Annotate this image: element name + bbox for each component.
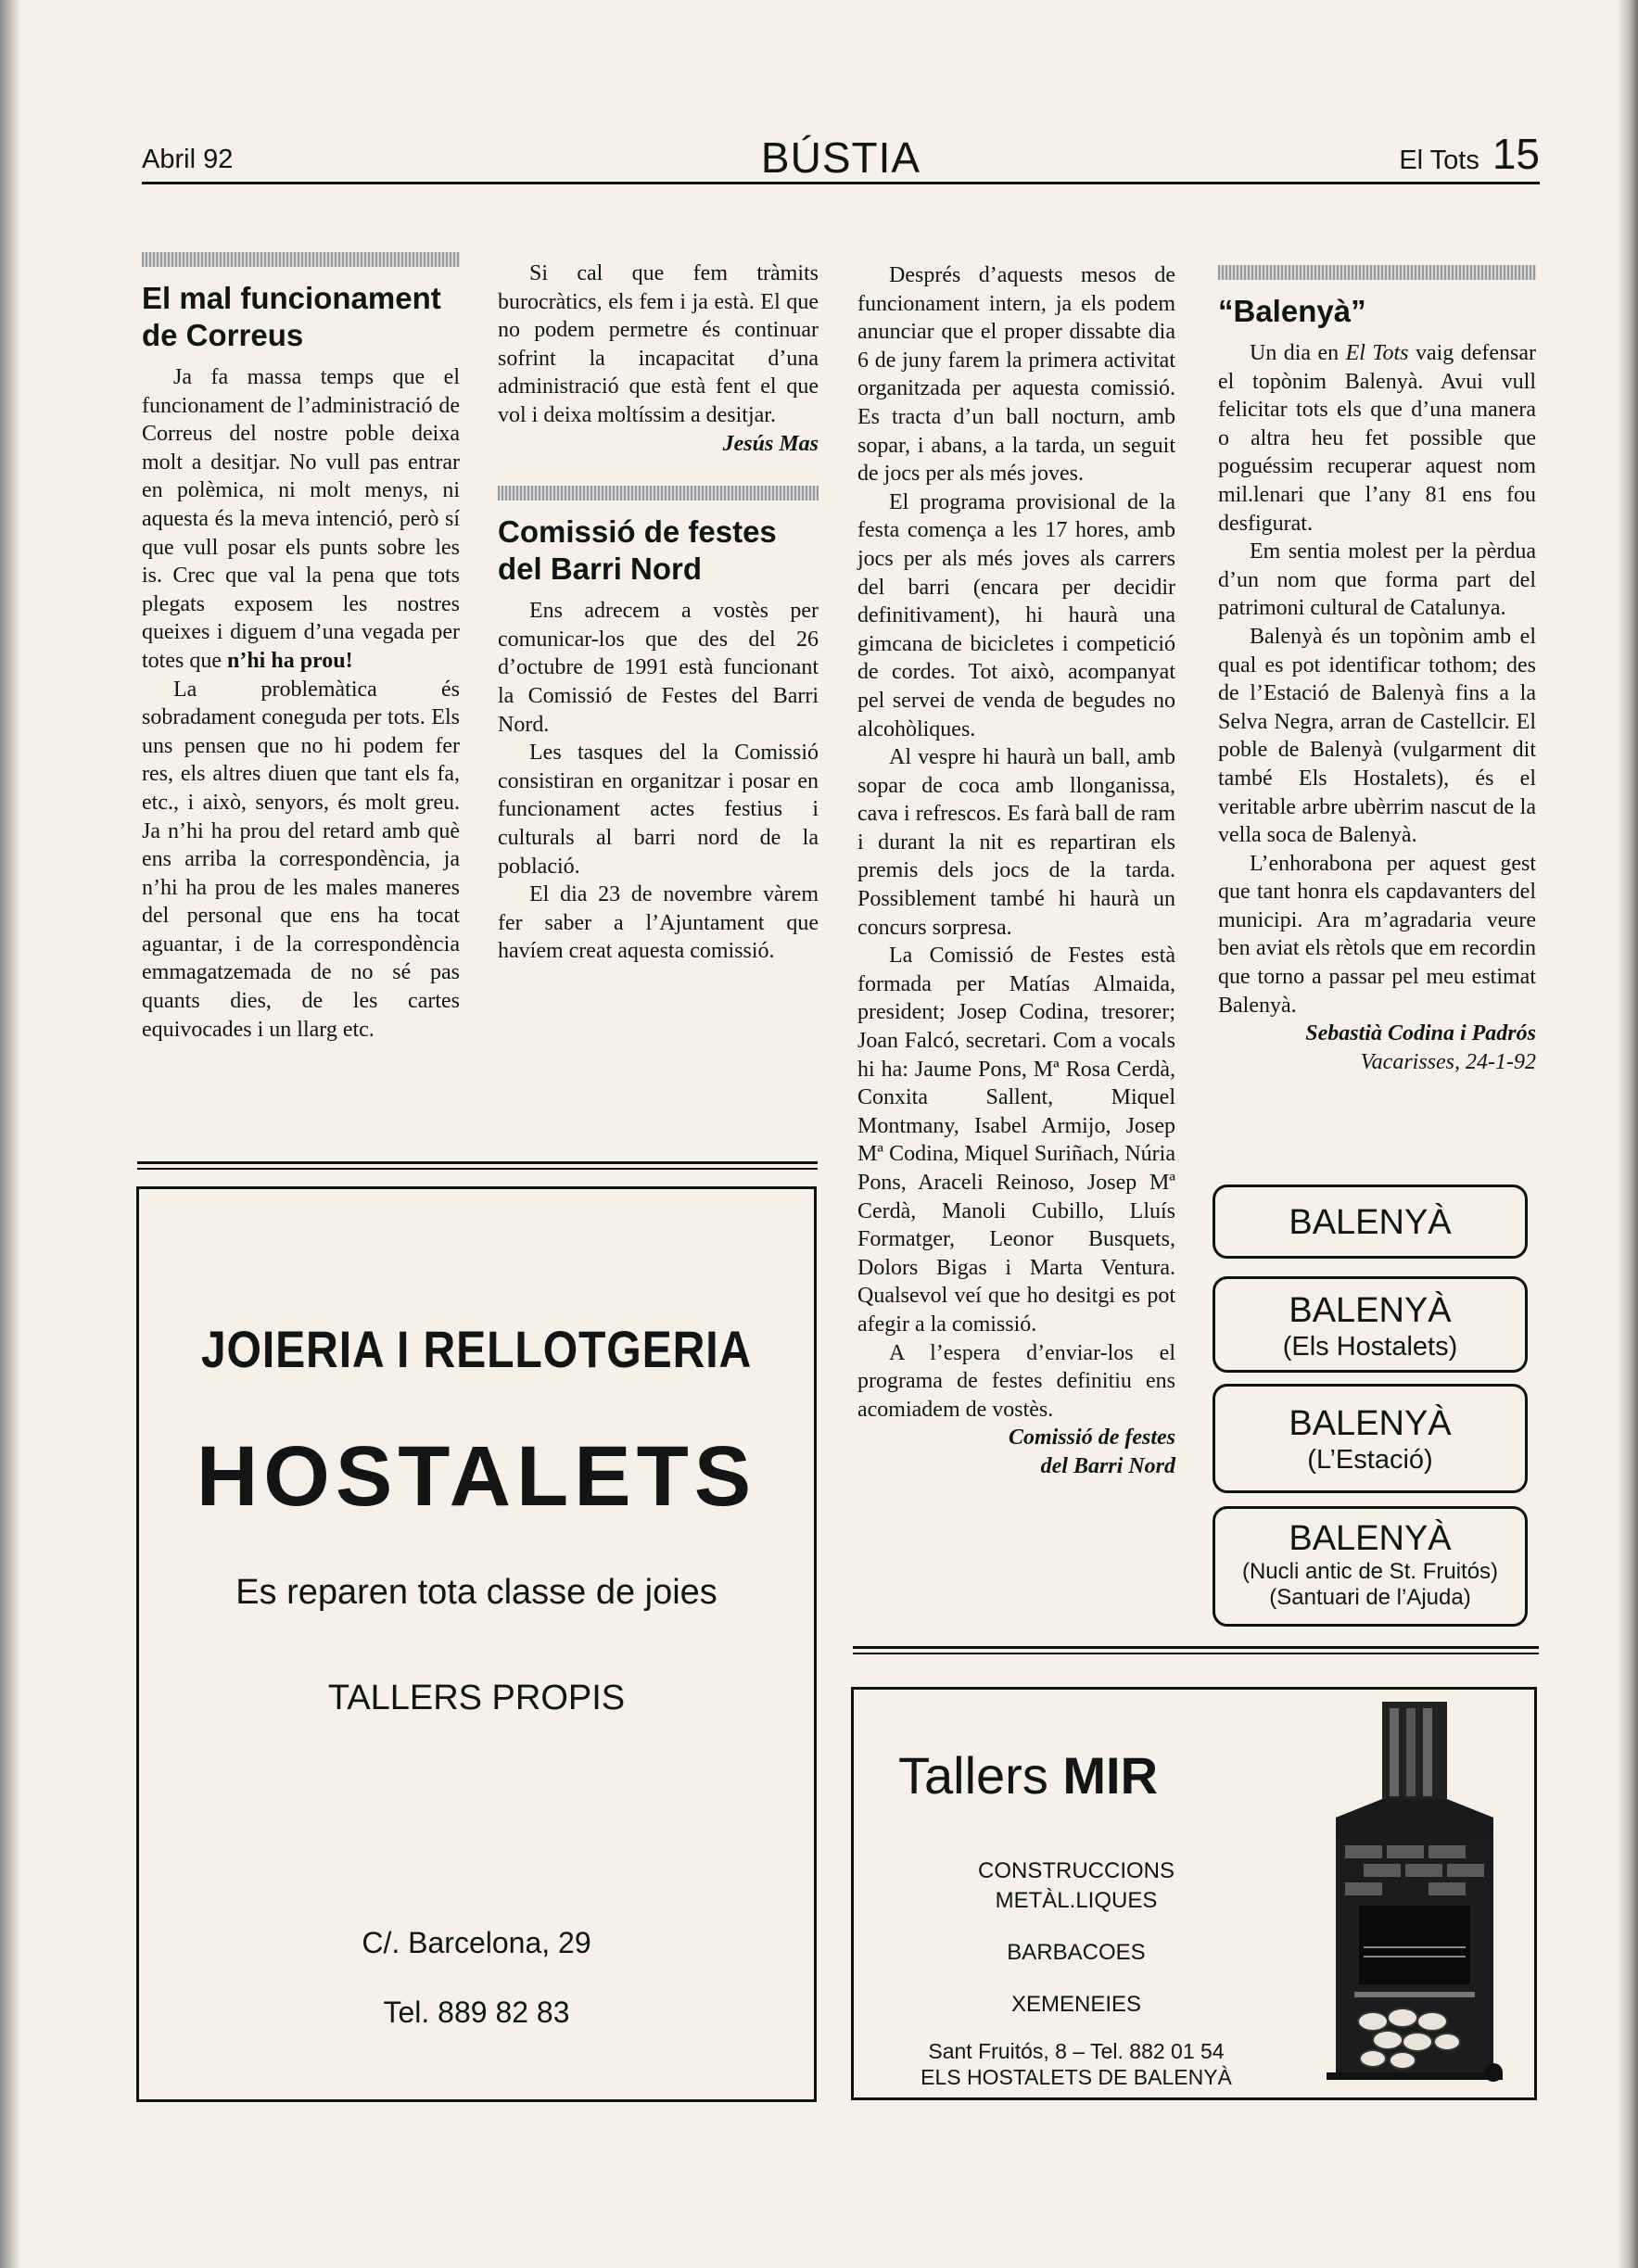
service-item: XEMENEIES xyxy=(1010,1992,1142,2017)
sign-name: BALENYÀ xyxy=(1289,1203,1452,1242)
column-3 xyxy=(857,261,1175,1481)
barbecue-illustration xyxy=(1317,1697,1512,2091)
article-emphasis: n’hi ha prou! xyxy=(226,648,353,673)
section-rule xyxy=(137,1161,818,1164)
article-paragraph: Em sentia molest per la pèrdua d’un nom que forma part del patrimoni cultural de Catalunya. xyxy=(1218,539,1536,621)
section-rule xyxy=(853,1653,1539,1654)
ad-town: ELS HOSTALETS DE BALENYÀ xyxy=(921,2065,1232,2089)
ad-tallers-mir xyxy=(851,1687,1537,2100)
article-divider xyxy=(498,486,819,500)
article-title: Comissió de festes del Barri Nord xyxy=(498,514,777,587)
publication-name: El Tots xyxy=(1399,146,1479,175)
service-item: BARBACOES xyxy=(1007,1940,1146,1965)
service-item: CONSTRUCCIONS xyxy=(977,1858,1175,1883)
sign-name: BALENYÀ xyxy=(1289,1404,1452,1443)
page-header xyxy=(142,130,1540,182)
article-signature: Sebastià Codina i Padrós xyxy=(1305,1021,1536,1046)
page-edge-shadow xyxy=(1618,0,1638,2268)
section-rule xyxy=(853,1646,1539,1649)
article-paragraph: Després d’aquests mesos de funcionament intern, ja els podem anunciar que el proper dissabte dia 6 de juny farem la primera activitat organitzada per aquesta comissió. Es tracta d’un ball nocturn, amb sopar, i abans, a la tarda, un seguit de jocs per als més joves. xyxy=(857,263,1175,487)
section-rule xyxy=(137,1168,818,1170)
article-balenya xyxy=(1218,265,1536,1076)
section-title: BÚSTIA xyxy=(760,133,921,182)
service-item: METÀL.LIQUES xyxy=(995,1888,1158,1913)
sign-subtitle: (Els Hostalets) xyxy=(1282,1332,1458,1362)
article-paragraph: A l’espera d’enviar-los el programa de festes definitiu ens acomiadem de vostès. xyxy=(857,1340,1175,1422)
road-sign xyxy=(1213,1384,1528,1493)
article-title: El mal funcionament de Correus xyxy=(142,281,441,352)
article-paragraph: La Comissió de Festes està formada per Matías Almaida, president; Josep Codina, tresorer; Joan Falcó, secretari. Com a vocals hi ha: Jaume Pons, Mª Rosa Cerdà, Conxita Sallent, Miquel Montmany, Isabel Armijo, Josep Mª Codina, Miquel Suriñach, Núria Pons, Araceli Reinoso, Josep Mª Cerdà, Manoli Cubillo, Lluís Formatger, Leonor Busquets, Dolors Bigas i Marta Ventura. Qualsevol veí que ho desitgi es pot afegir a la comissió. xyxy=(857,944,1175,1337)
ad-business-name: HOSTALETS xyxy=(196,1429,757,1524)
sign-name: BALENYÀ xyxy=(1289,1519,1452,1558)
article-paragraph: Ens adrecem a vostès per comunicar-los que des del 26 d’octubre de 1991 està funcionant la Comissió de Festes del Barri Nord. xyxy=(498,599,819,737)
publication-mention: El Tots xyxy=(1345,341,1409,365)
ad-services xyxy=(854,1856,1299,2020)
article-correus xyxy=(142,252,460,1044)
article-paragraph: Si cal que fem tràmits burocràtics, els fem i ja està. El que no podem permetre és continuar sofrint la incapacitat d’una administració que està fent el que vol i deixa moltíssim a desitjar. xyxy=(498,261,819,427)
article-signature: Jesús Mas xyxy=(722,431,819,456)
ad-contact xyxy=(854,2038,1299,2090)
sign-subtitle: (L’Estació) xyxy=(1307,1445,1433,1475)
article-paragraph: Un dia en El Tots vaig defensar el topònim Balenyà. Avui vull felicitar tots els que d’una manera o altra heu fet possible que poguéssim recuperar aquest nom mil.lenari que l’any 81 ens fou desfigurat. xyxy=(1218,341,1537,536)
ad-business-type: JOIERIA I RELLOTGERIA xyxy=(200,1320,753,1378)
article-paragraph: La problemàtica és sobradament coneguda per tots. Els uns pensen que no hi podem fer res, els altres diuen que tant els fa, etc., i això, senyors, és molt greu. Ja n’hi ha prou del retard amb què ens arriba la correspondència, ja n’hi ha prou de les males maneres del personal que ens ha tocat aguantar, i de la correspondència emmagatzemada de no sé pas quants dies, de les cartes equivocades i un llarg etc. xyxy=(142,677,460,1042)
issue-date: Abril 92 xyxy=(142,145,234,174)
ad-phone: Tel. 889 82 83 xyxy=(383,1996,570,2029)
article-signature: Comissió de festes xyxy=(1009,1425,1175,1451)
ad-workshops: TALLERS PROPIS xyxy=(327,1679,626,1717)
sign-subtitle: (Nucli antic de St. Fruitós) xyxy=(1241,1559,1499,1584)
ad-address: Sant Fruitós, 8 – Tel. 882 01 54 xyxy=(928,2039,1225,2063)
article-paragraph: Balenyà és un topònim amb el qual es pot identificar tothom; des de l’Estació de Balenyà fins a la Selva Negra, arran de Castellcir. El poble de Balenyà (vulgarment dit també Els Hostalets), és el veritable arbre ubèrrim nascut de la vella soca de Balenyà. xyxy=(1218,624,1536,848)
article-title: “Balenyà” xyxy=(1218,294,1366,328)
article-paragraph: Ja fa massa temps que el funcionament de l’administració de Correus del nostre poble deixa molt a desitjar. No vull pas entrar en polèmica, ni molt menys, ni aquesta és la meva intenció, però sí que vull posar els punts sobre les is. Crec que val la pena que tots plegats exposem les nostres queixes i diguem d’una vegada per totes que n’hi ha prou! xyxy=(142,365,460,673)
sign-name: BALENYÀ xyxy=(1289,1291,1452,1330)
ad-tagline: Es reparen tota classe de joies xyxy=(235,1573,717,1612)
road-sign xyxy=(1213,1185,1528,1259)
road-sign xyxy=(1213,1276,1528,1373)
article-paragraph: El programa provisional de la festa comença a les 17 hores, amb jocs per als més joves als carrers del barri (encara per decidir definitivament), hi haurà una gimcana de bicicletes i competició de cordes. Tot això, acompanyat pel servei de venda de begudes no alcohòliques. xyxy=(857,489,1175,741)
signature-place-date: Vacarisses, 24-1-92 xyxy=(1360,1049,1536,1074)
article-divider xyxy=(1218,265,1536,280)
road-sign xyxy=(1213,1506,1528,1627)
column-2 xyxy=(498,260,819,966)
article-divider xyxy=(142,252,460,267)
article-paragraph: Les tasques del la Comissió consistiran en organitzar i posar en funcionament actes festius i culturals al barri nord de la població. xyxy=(498,741,819,879)
article-paragraph: L’enhorabona per aquest gest que tant honra els capdavanters del municipi. Ara m’agradaria veure ben aviat els rètols que em recordin que torno a passar pel meu estimat Balenyà. xyxy=(1218,851,1536,1018)
article-paragraph: Al vespre hi haurà un ball, amb sopar de coca amb llonganissa, cava i refrescos. Es farà ball de ram i durant la nit es repartiran els premis dels jocs de la tarda. Possiblement també hi haurà un concurs sorpresa. xyxy=(857,745,1175,940)
sign-subtitle: (Santuari de l’Ajuda) xyxy=(1269,1585,1471,1610)
article-signature: del Barri Nord xyxy=(1040,1453,1175,1478)
publication-info xyxy=(1399,129,1540,179)
ad-joieria-hostalets xyxy=(136,1186,817,2102)
ad-address: C/. Barcelona, 29 xyxy=(362,1926,591,1959)
page-number: 15 xyxy=(1492,130,1540,178)
page-binding-shadow xyxy=(0,0,20,2268)
header-rule xyxy=(142,182,1540,184)
ad-business-name: Tallers MIR xyxy=(898,1746,1159,1805)
article-paragraph: El dia 23 de novembre vàrem fer saber a l’Ajuntament que havíem creat aquesta comissió. xyxy=(498,882,819,964)
